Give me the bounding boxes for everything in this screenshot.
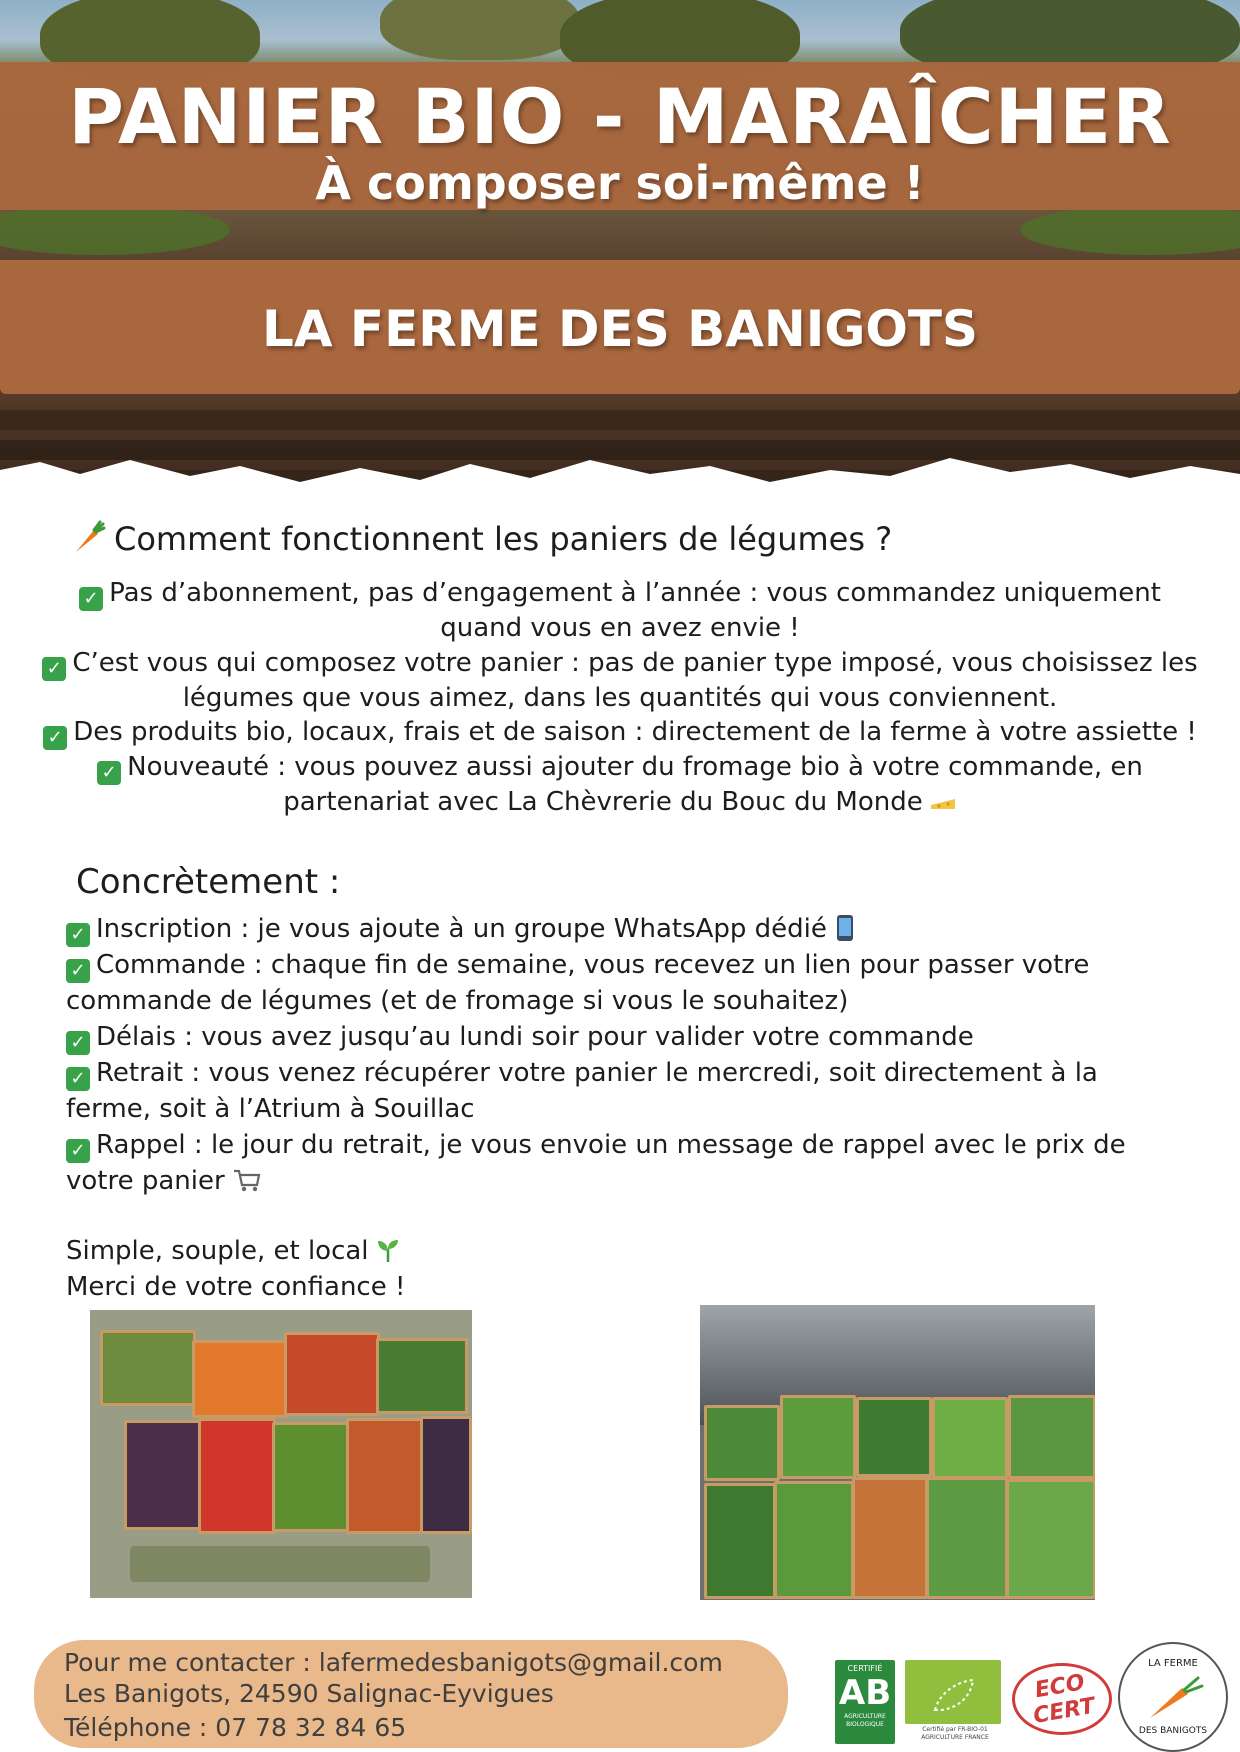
ecocert-logo: ECO CERT	[1012, 1663, 1112, 1735]
vegetable-crates-photo	[90, 1310, 472, 1598]
list-item: ✓ Pas d’abonnement, pas d’engagement à l’année : vous commandez uniquement quand vous en avez envie !	[40, 576, 1200, 646]
checkmark-icon: ✓	[66, 1139, 90, 1163]
greenhouse-crates-photo	[700, 1305, 1095, 1600]
checkmark-icon: ✓	[66, 959, 90, 983]
how-it-works-heading	[70, 520, 892, 558]
list-item: ✓ Des produits bio, locaux, frais et de saison : directement de la ferme à votre assiette !	[40, 715, 1200, 750]
ab-organic-logo: CERTIFIÉ AB AGRICULTURE BIOLOGIQUE	[835, 1660, 895, 1744]
list-item: ✓ Rappel : le jour du retrait, je vous envoie un message de rappel avec le prix de votre panier	[66, 1130, 1126, 1196]
cheese-icon	[929, 791, 957, 813]
page-title: PANIER BIO - MARAÎCHER	[68, 72, 1172, 161]
checkmark-icon: ✓	[66, 1031, 90, 1055]
sprout-icon	[375, 1237, 401, 1263]
how-it-works-question: Comment fonctionnent les paniers de légumes ?	[114, 520, 893, 558]
closing-line-1: Simple, souple, et local	[66, 1236, 369, 1266]
list-item: ✓ Inscription : je vous ajoute à un groupe WhatsApp dédié	[66, 911, 1176, 947]
closing-line-2: Merci de votre confiance !	[66, 1272, 406, 1302]
phone-icon	[835, 914, 855, 942]
list-item: ✓ Retrait : vous venez récupérer votre panier le mercredi, soit directement à la ferme, soit à l’Atrium à Souillac	[66, 1058, 1098, 1124]
checkmark-icon: ✓	[97, 761, 121, 785]
contact-email[interactable]: Pour me contacter : lafermedesbanigots@gmail.com	[64, 1648, 723, 1677]
closing-text	[66, 1233, 405, 1305]
how-it-works-list	[40, 576, 1200, 820]
shopping-cart-icon	[233, 1169, 261, 1193]
eu-organic-leaf-logo	[905, 1660, 1001, 1724]
concretely-list	[66, 911, 1176, 1199]
checkmark-icon: ✓	[79, 587, 103, 611]
farm-logo: LA FERME DES BANIGOTS	[1118, 1642, 1228, 1752]
list-item: ✓ C’est vous qui composez votre panier : pas de panier type imposé, vous choisissez les légumes que vous aimez, dans les quantités qui vous conviennent.	[40, 646, 1200, 716]
list-item: ✓ Délais : vous avez jusqu’au lundi soir pour valider votre commande	[66, 1019, 1176, 1055]
farm-name: LA FERME DES BANIGOTS	[261, 300, 979, 358]
checkmark-icon: ✓	[43, 726, 67, 750]
contact-address: Les Banigots, 24590 Salignac-Eyvigues	[64, 1679, 554, 1708]
page-subtitle: À composer soi-même !	[315, 156, 925, 210]
list-item: ✓ Nouveauté : vous pouvez aussi ajouter du fromage bio à votre commande, en partenariat avec La Chèvrerie du Bouc du Monde	[40, 750, 1200, 820]
checkmark-icon: ✓	[66, 923, 90, 947]
torn-paper-edge	[0, 430, 1240, 520]
checkmark-icon: ✓	[66, 1067, 90, 1091]
concretely-heading: Concrètement :	[76, 862, 341, 902]
checkmark-icon: ✓	[42, 657, 66, 681]
eu-logo-caption: Certifié par FR-BIO-01 AGRICULTURE FRANCE	[921, 1726, 989, 1741]
contact-phone[interactable]: Téléphone : 07 78 32 84 65	[64, 1713, 407, 1742]
carrot-icon	[70, 520, 106, 556]
list-item: ✓ Commande : chaque fin de semaine, vous recevez un lien pour passer votre commande de légumes (et de fromage si vous le souhaitez)	[66, 950, 1090, 1016]
